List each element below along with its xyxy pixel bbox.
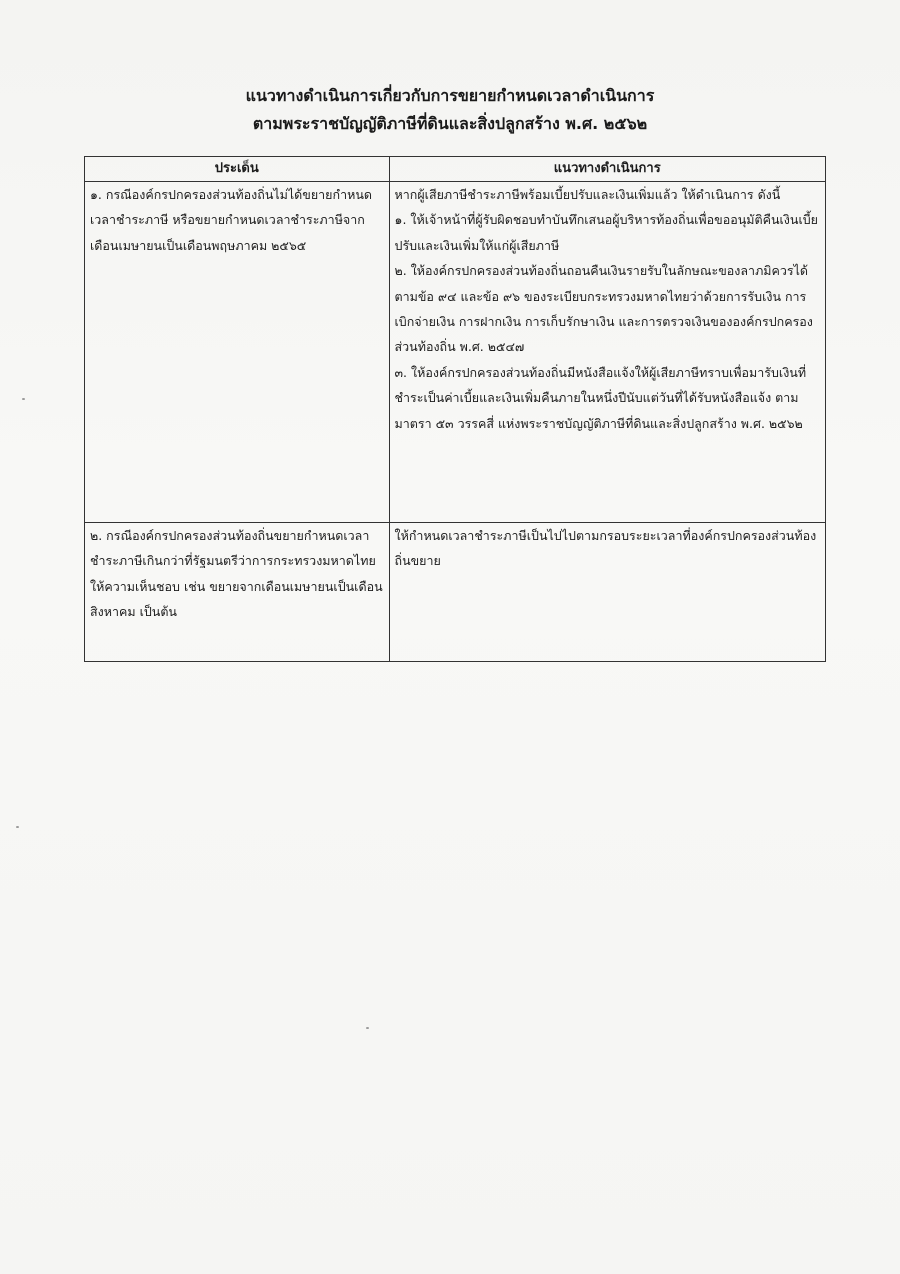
table-row xyxy=(85,523,826,662)
scan-speck xyxy=(366,1027,369,1029)
issue-cell xyxy=(85,182,390,523)
guideline-paragraph: ให้กำหนดเวลาชำระภาษีเป็นไปไปตามกรอบระยะเวลาที่องค์กรปกครองส่วนท้องถิ่นขยาย xyxy=(394,528,817,569)
table-header-row xyxy=(85,157,826,182)
issue-text: ๒. กรณีองค์กรปกครองส่วนท้องถิ่นขยายกำหนดเวลาชำระภาษีเกินกว่าที่รัฐมนตรีว่าการกระทรวงมหาดไทยให้ความเห็นชอบ เช่น ขยายจากเดือนเมษายนเป็นเดือนสิงหาคม เป็นต้น xyxy=(90,528,383,620)
guideline-cell xyxy=(389,182,825,523)
table-row xyxy=(85,182,826,523)
scan-speck xyxy=(22,398,25,400)
guideline-table xyxy=(84,156,826,662)
header-guideline: แนวทางดำเนินการ xyxy=(389,157,825,182)
scan-speck xyxy=(16,826,19,828)
guideline-paragraph: ๑. ให้เจ้าหน้าที่ผู้รับผิดชอบทำบันทึกเสนอผู้บริหารท้องถิ่นเพื่อขออนุมัติคืนเงินเบี้ยปรับและเงินเพิ่มให้แก่ผู้เสียภาษี xyxy=(394,212,818,253)
guideline-paragraph: ๓. ให้องค์กรปกครองส่วนท้องถิ่นมีหนังสือแจ้งให้ผู้เสียภาษีทราบเพื่อมารับเงินที่ชำระเป็นค่าเบี้ยและเงินเพิ่มคืนภายในหนึ่งปีนับแต่วันที่ได้รับหนังสือแจ้ง ตามมาตรา ๕๓ วรรคสี่ แห่งพระราชบัญญัติภาษีที่ดินและสิ่งปลูกสร้าง พ.ศ. ๒๕๖๒ xyxy=(394,364,807,431)
issue-cell xyxy=(85,523,390,662)
header-issue: ประเด็น xyxy=(85,157,390,182)
guideline-paragraph: หากผู้เสียภาษีชำระภาษีพร้อมเบี้ยปรับและเงินเพิ่มแล้ว ให้ดำเนินการ ดังนี้ xyxy=(394,187,781,202)
guideline-paragraph: ๒. ให้องค์กรปกครองส่วนท้องถิ่นถอนคืนเงินรายรับในลักษณะของลาภมิควรได้ ตามข้อ ๙๔ และข้อ ๙๖ ของระเบียบกระทรวงมหาดไทยว่าด้วยการรับเงิน การเบิกจ่ายเงิน การฝากเงิน การเก็บรักษาเงิน และการตรวจเงินขององค์กรปกครองส่วนท้องถิ่น พ.ศ. ๒๕๔๗ xyxy=(394,263,813,355)
guideline-cell xyxy=(389,523,825,662)
document-title-line2: ตามพระราชบัญญัติภาษีที่ดินและสิ่งปลูกสร้าง พ.ศ. ๒๕๖๒ xyxy=(252,114,648,133)
issue-text: ๑. กรณีองค์กรปกครองส่วนท้องถิ่นไม่ได้ขยายกำหนดเวลาชำระภาษี หรือขยายกำหนดเวลาชำระภาษีจากเดือนเมษายนเป็นเดือนพฤษภาคม ๒๕๖๕ xyxy=(90,187,372,253)
document-title-line1: แนวทางดำเนินการเกี่ยวกับการขยายกำหนดเวลาดำเนินการ xyxy=(245,86,655,105)
